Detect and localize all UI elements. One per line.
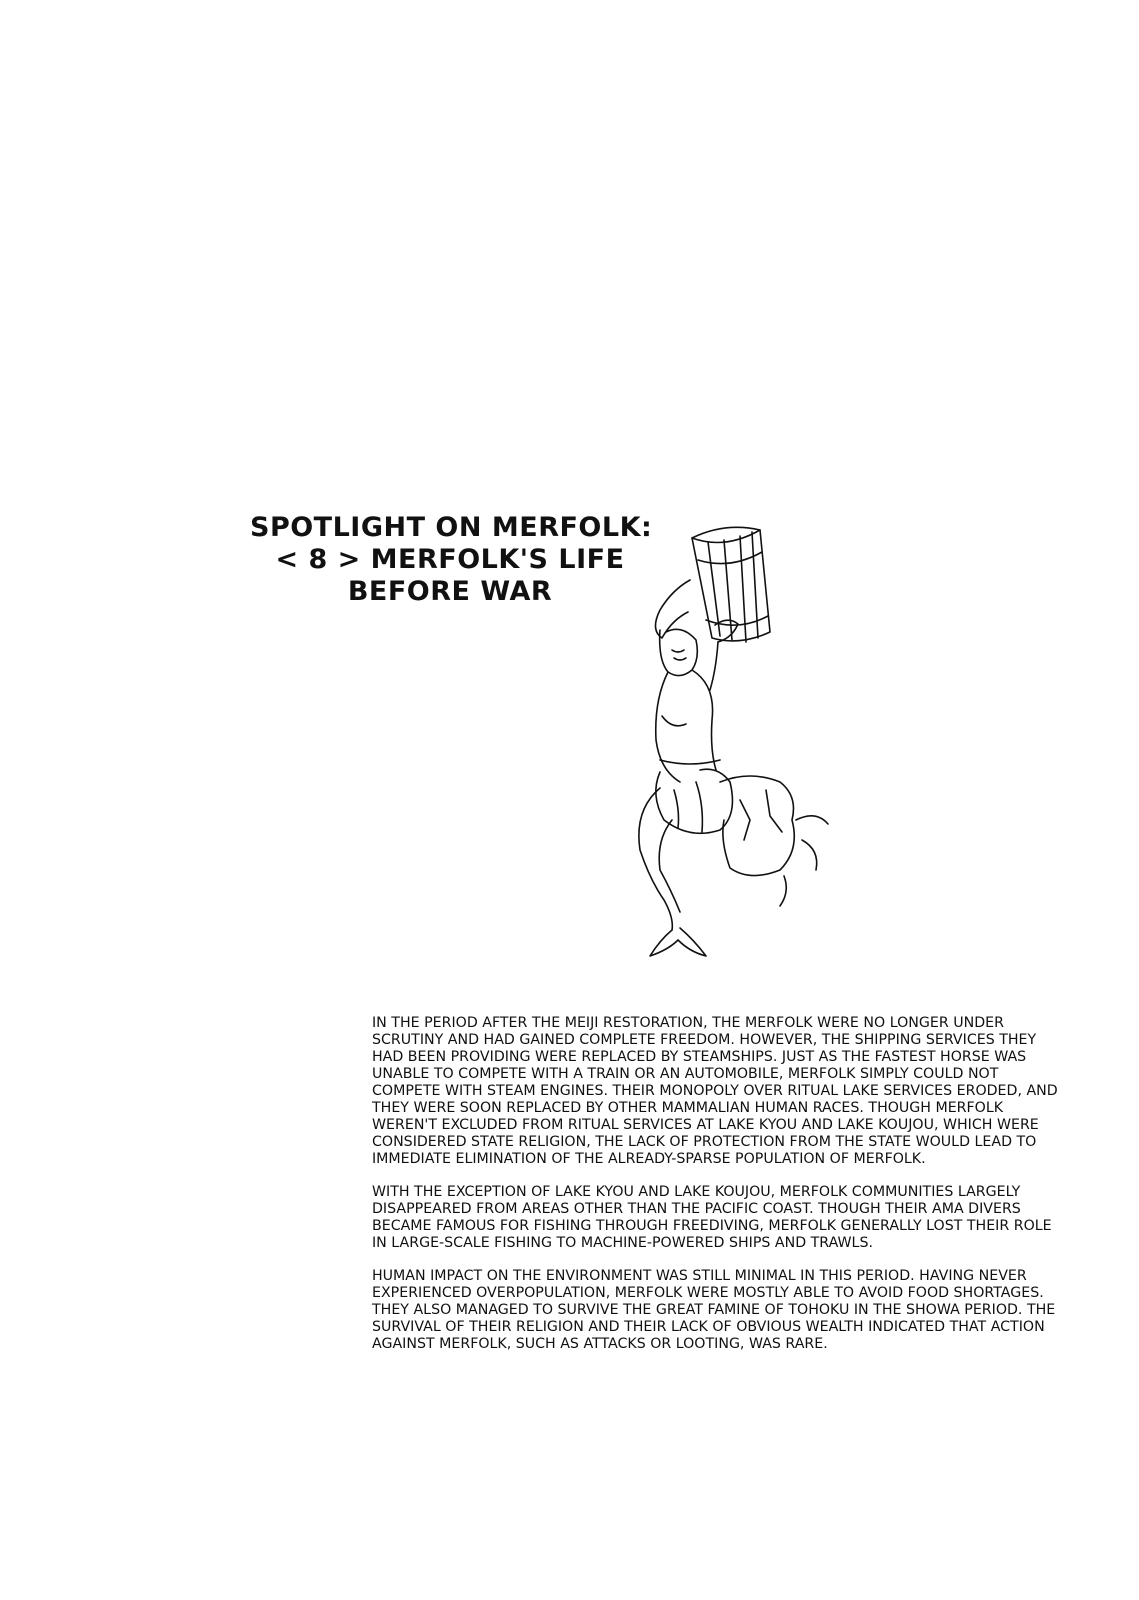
- rock-icon: [720, 776, 828, 906]
- mermaid-tail-icon: [639, 788, 706, 956]
- title-line-2: < 8 > MERFOLK'S LIFE: [275, 544, 625, 575]
- paragraph-2: WITH THE EXCEPTION OF LAKE KYOU AND LAKE KOUJOU, MERFOLK COMMUNITIES LARGELY DISAPPEARED FROM AREAS OTHER THAN THE PACIFIC COAST. THOUGH THEIR AMA DIVERS BECAME FAMOUS FOR FISHING THROUGH FREEDIVING, MERFOLK GENERALLY LOST THEIR ROLE IN LARGE-SCALE FISHING TO MACHINE-POWERED SHIPS AND TRAWLS.: [372, 1184, 1052, 1251]
- paragraph-1: IN THE PERIOD AFTER THE MEIJI RESTORATION, THE MERFOLK WERE NO LONGER UNDER SCRUTINY AND HAD GAINED COMPLETE FREEDOM. HOWEVER, THE SHIPPING SERVICES THEY HAD BEEN PROVIDING WERE REPLACED BY STEAMSHIPS. JUST AS THE FASTEST HORSE WAS UNABLE TO COMPETE WITH A TRAIN OR AN AUTOMOBILE, MERFOLK SIMPLY COULD NOT COMPETE WITH STEAM ENGINES. THEIR MONOPOLY OVER RITUAL LAKE SERVICES ERODED, AND THEY WERE SOON REPLACED BY OTHER MAMMALIAN HUMAN RACES. THOUGH MERFOLK WEREN'T EXCLUDED FROM RITUAL SERVICES AT LAKE KYOU AND LAKE KOUJOU, WHICH WERE CONSIDERED STATE RELIGION, THE LACK OF PROTECTION FROM THE STATE WOULD LEAD TO IMMEDIATE ELIMINATION OF THE ALREADY-SPARSE POPULATION OF MERFOLK.: [372, 1015, 1058, 1167]
- figure-body-icon: [656, 670, 733, 833]
- title-line-1: SPOTLIGHT ON MERFOLK:: [250, 512, 653, 543]
- merfolk-illustration: [620, 520, 850, 960]
- page-title: [250, 512, 653, 608]
- title-line-3: BEFORE WAR: [347, 576, 553, 607]
- bucket-icon: [692, 527, 770, 642]
- article-body: [372, 1015, 1062, 1369]
- paragraph-3: HUMAN IMPACT ON THE ENVIRONMENT WAS STILL MINIMAL IN THIS PERIOD. HAVING NEVER EXPERIENCED OVERPOPULATION, MERFOLK WERE MOSTLY ABLE TO AVOID FOOD SHORTAGES. THEY ALSO MANAGED TO SURVIVE THE GREAT FAMINE OF TOHOKU IN THE SHOWA PERIOD. THE SURVIVAL OF THEIR RELIGION AND THEIR LACK OF OBVIOUS WEALTH INDICATED THAT ACTION AGAINST MERFOLK, SUCH AS ATTACKS OR LOOTING, WAS RARE.: [372, 1268, 1056, 1352]
